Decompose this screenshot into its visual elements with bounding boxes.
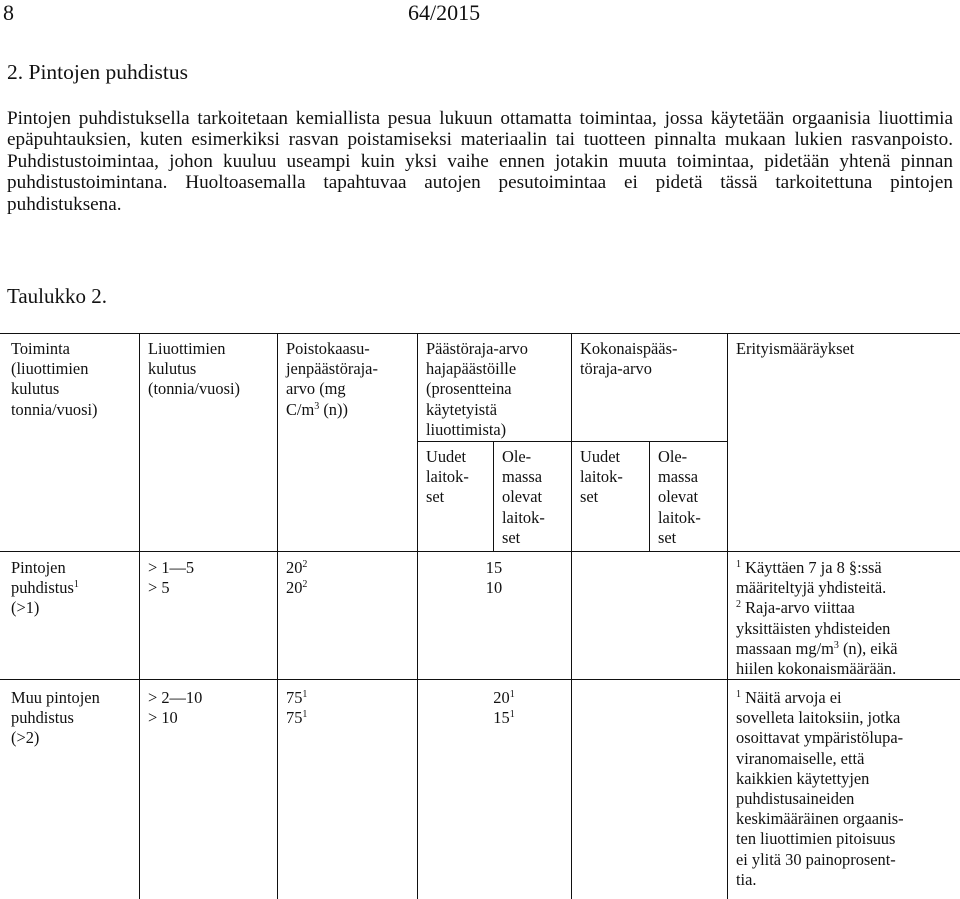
header-toiminta <box>11 339 98 420</box>
header-text: (tonnia/vuosi) <box>148 379 240 399</box>
header-text: tonnia/vuosi) <box>11 399 98 419</box>
subcolumn-divider <box>649 441 650 551</box>
header-text: jenpäästöraja- <box>286 359 378 379</box>
note-text: sovelleta laitoksiin, jotka <box>736 708 901 728</box>
header-paastoraja <box>426 339 528 440</box>
note-text: määriteltyjä yhdisteitä. <box>736 578 887 598</box>
note-text: Käyttäen 7 ja 8 §:ssä <box>745 558 882 577</box>
value-with-footnote <box>417 688 591 708</box>
value-with-footnote <box>286 558 307 578</box>
cell-text: (>1) <box>11 598 40 618</box>
section-paragraph: Pintojen puhdistuksella tarkoitetaan kemiallista pesua lukuun ottamatta toimintaa, jossa käytetään orgaanisia liuottimia epäpuhtauksien, kuten esimerkiksi rasvan poistamiseksi materiaalin tai tuotteen pinnalta mukaan lukien rasvanpoisto. Puhdistustoimintaa, johon kuuluu useampi kuin yksi vaihe ennen jotakin muuta toimintaa, pidetään yhtenä pinnan puhdistustoimintana. Huoltoasemalla tapahtuvaa autojen pesutoimintaa ei pidetä tässä tarkoitettuna pintojen puhdistuksena. <box>7 108 953 215</box>
note-text: kaikkien käytettyjen <box>736 768 870 788</box>
footnote-marker: 1 <box>302 709 308 721</box>
column-divider <box>139 333 140 899</box>
subheader-text: olevat <box>658 487 699 507</box>
header-text-unit <box>286 400 378 420</box>
note-text: osoittavat ympäristölupa- <box>736 728 904 748</box>
subheader-text: set <box>502 527 521 547</box>
header-text: Päästöraja-arvo <box>426 339 528 358</box>
note-line <box>736 688 904 708</box>
value-with-footnote <box>286 708 307 728</box>
footnote-marker: 2 <box>736 599 741 611</box>
column-divider <box>277 333 278 899</box>
footnote-marker: 2 <box>302 579 308 591</box>
note-text: yksittäisten yhdisteiden <box>736 618 891 638</box>
row2-kulutus <box>148 688 202 728</box>
header-text: töraja-arvo <box>580 359 652 379</box>
cell-value: 10 <box>485 578 503 598</box>
row1-kulutus <box>148 558 194 598</box>
header-text: Erityismääräykset <box>736 339 855 358</box>
subheader-text: massa <box>658 467 699 487</box>
subheader-text: olevat <box>502 487 543 507</box>
subheader-text: set <box>426 487 445 507</box>
subheader-text: laitok- <box>502 507 545 527</box>
row2-poisto <box>286 688 307 728</box>
cell-text: Pintojen <box>11 558 66 577</box>
cell-text: puhdistus <box>11 708 74 728</box>
header-text: C/m <box>286 399 315 419</box>
header-poistokaasu <box>286 339 378 420</box>
cell-text: (>2) <box>11 728 40 748</box>
footnote-marker: 1 <box>736 689 741 700</box>
note-text: (n), eikä <box>838 638 898 658</box>
cell-value: 75 <box>286 688 303 707</box>
subheader-text: laitok- <box>658 507 701 527</box>
cell-text: puhdistus <box>11 578 74 598</box>
subheader-text: set <box>580 487 599 507</box>
subcolumn-divider <box>493 441 494 551</box>
cell-text: > 10 <box>148 708 178 728</box>
cell-text: > 1—5 <box>148 558 195 577</box>
subheader-olemassa-hajapaasto <box>502 447 545 548</box>
superscript: 3 <box>314 400 320 412</box>
note-text: ei ylitä 30 painoprosent- <box>736 849 896 869</box>
column-divider <box>571 333 572 899</box>
superscript: 3 <box>833 639 839 651</box>
note-text: keskimääräinen orgaanis- <box>736 809 904 829</box>
subheader-text: Uudet <box>580 447 621 466</box>
header-text: Liuottimien <box>148 339 226 358</box>
note-text: Näitä arvoja ei <box>745 688 842 707</box>
section-title: 2. Pintojen puhdistus <box>7 60 188 84</box>
value-with-footnote <box>286 578 307 598</box>
subheader-divider <box>417 441 727 442</box>
header-text: käytetyistä <box>426 399 498 419</box>
header-text: (liuottimien <box>11 359 89 379</box>
cell-text-with-footnote <box>11 578 79 598</box>
cell-value: 75 <box>286 708 303 728</box>
footnote-marker: 1 <box>73 579 79 591</box>
table-top-border <box>0 333 960 334</box>
row2-toiminta <box>11 688 100 749</box>
header-text: Kokonaispääs- <box>580 339 678 358</box>
header-bottom-border <box>0 551 960 552</box>
note-text: massaan mg/m <box>736 638 834 658</box>
cell-value: 15 <box>493 708 510 728</box>
note-line <box>736 558 898 578</box>
footnote-marker: 1 <box>509 689 515 700</box>
header-text: (n)) <box>319 399 348 419</box>
cell-value: 20 <box>286 558 303 577</box>
footnote-marker: 1 <box>509 709 515 721</box>
subheader-text: laitok- <box>426 467 469 487</box>
document-id: 64/2015 <box>408 0 481 25</box>
row2-hajapaasto <box>417 688 591 728</box>
row1-poisto <box>286 558 307 598</box>
subheader-text: Ole- <box>502 447 532 466</box>
cell-value: 20 <box>286 578 303 598</box>
subheader-olemassa-kokonais <box>658 447 701 548</box>
subheader-uudet-kokonais <box>580 447 623 508</box>
cell-value: 20 <box>493 688 510 707</box>
note-text: ten liuottimien pitoisuus <box>736 829 896 849</box>
note-text: tia. <box>736 869 757 889</box>
header-liuottimien <box>148 339 240 400</box>
cell-text: > 5 <box>148 578 170 598</box>
table-caption: Taulukko 2. <box>7 284 108 308</box>
note-text: Raja-arvo viittaa <box>745 598 855 618</box>
cell-text: > 2—10 <box>148 688 203 707</box>
subheader-text: Ole- <box>658 447 688 466</box>
note-line <box>736 598 898 618</box>
column-divider <box>727 333 728 899</box>
value-with-footnote <box>286 688 307 708</box>
header-text: Toiminta <box>11 339 70 358</box>
header-text: hajapäästöille <box>426 359 517 379</box>
cell-text: Muu pintojen <box>11 688 100 707</box>
subheader-text: Uudet <box>426 447 467 466</box>
footnote-marker: 2 <box>302 559 308 570</box>
row1-erityismaaraykset <box>736 558 898 679</box>
cell-value: 15 <box>485 558 503 577</box>
header-text: Poistokaasu- <box>286 339 370 358</box>
subheader-text: laitok- <box>580 467 623 487</box>
header-text: (prosentteina <box>426 379 512 399</box>
subheader-text: set <box>658 527 677 547</box>
row2-erityismaaraykset <box>736 688 904 890</box>
row1-toiminta <box>11 558 79 619</box>
note-text: hiilen kokonaismäärään. <box>736 659 897 679</box>
footnote-marker: 1 <box>736 559 741 570</box>
note-text: puhdistusaineiden <box>736 789 855 809</box>
subheader-uudet-hajapaasto <box>426 447 469 508</box>
note-line <box>736 639 898 659</box>
footnote-marker: 1 <box>302 689 308 700</box>
subheader-text: massa <box>502 467 543 487</box>
column-divider <box>417 333 418 899</box>
header-text: liuottimista) <box>426 419 507 439</box>
value-with-footnote <box>417 708 591 728</box>
page-number: 8 <box>3 0 14 25</box>
header-erityis <box>736 339 854 359</box>
header-text: arvo (mg <box>286 379 346 399</box>
header-text: kulutus <box>11 379 60 399</box>
emission-limits-table <box>0 333 960 899</box>
header-text: kulutus <box>148 359 197 379</box>
note-text: viranomaiselle, että <box>736 748 865 768</box>
header-kokonais <box>580 339 677 379</box>
row1-hajapaasto <box>417 558 571 598</box>
